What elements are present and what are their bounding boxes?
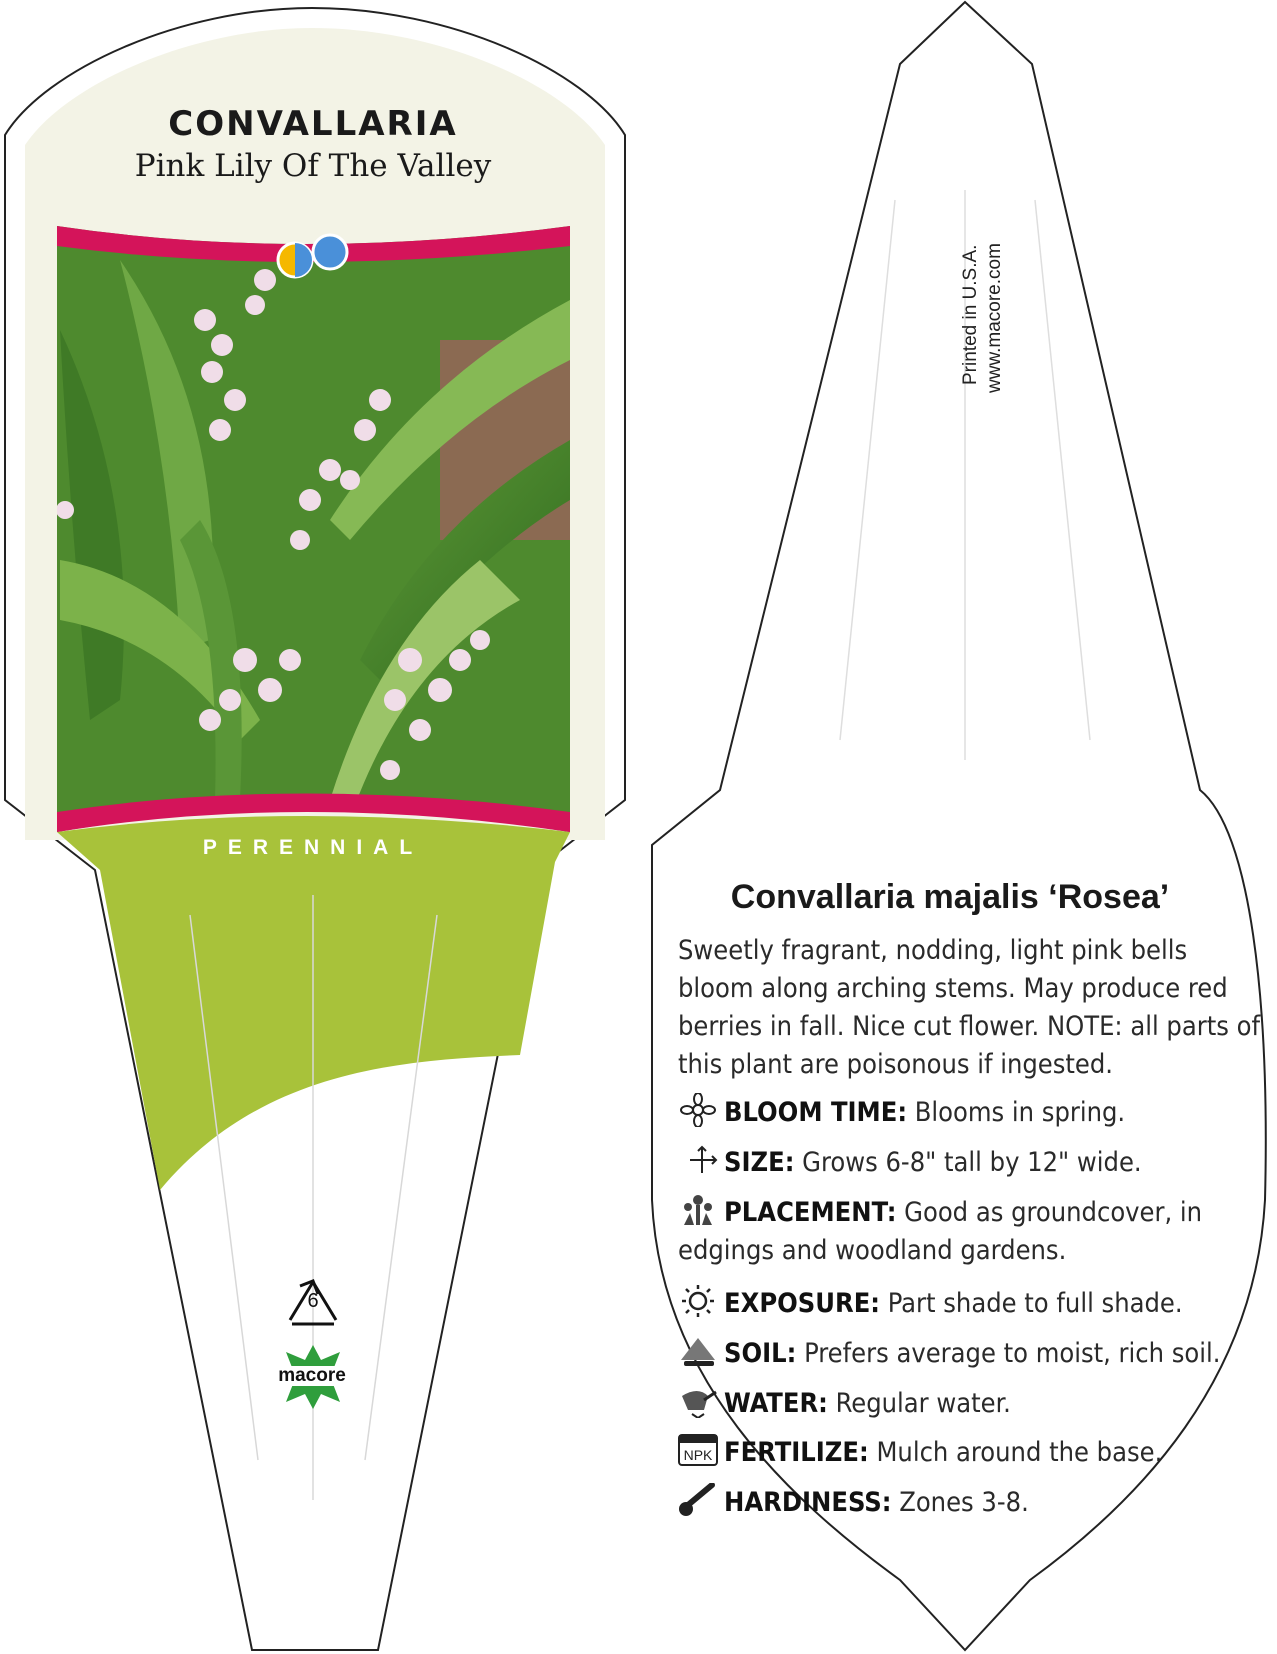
soil-value: Prefers average to moist, rich soil. [804,1338,1221,1369]
water-label: WATER: [724,1388,828,1419]
size-arrows-icon [678,1143,718,1177]
attribute-hardiness [678,1483,1264,1522]
exposure-label: EXPOSURE: [724,1288,881,1319]
printed-in-text: Printed in U.S.A. [960,244,981,385]
plant-category-label: PERENNIAL [202,836,424,859]
plant-photo [56,220,570,840]
plant-common-name: Pink Lily Of The Valley [134,148,492,184]
scientific-name: Convallaria majalis ‘Rosea’ [730,878,1170,916]
bloom-time-label: BLOOM TIME: [724,1097,908,1128]
exposure-value: Part shade to full shade. [887,1288,1183,1319]
npk-icon-text: NPK [683,1447,713,1463]
print-info [960,205,1005,425]
hardiness-label: HARDINESS: [724,1487,892,1518]
attribute-placement [678,1193,1264,1270]
placement-value: Good as groundcover, in edgings and woodland gardens. [678,1197,1203,1266]
soil-label: SOIL: [724,1338,797,1369]
attribute-water [678,1384,1264,1423]
attribute-fertilize [678,1433,1264,1472]
placement-label: PLACEMENT: [724,1197,897,1228]
hardiness-value: Zones 3-8. [899,1487,1029,1518]
attribute-soil [678,1334,1264,1373]
size-label: SIZE: [724,1147,795,1178]
thermometer-icon [678,1483,718,1517]
attribute-exposure [678,1284,1264,1323]
plant-description: Sweetly fragrant, nodding, light pink bells bloom along arching stems. May produce red berries in fall. Nice cut flower. NOTE: all parts of this plant are poisonous if ingested. [678,935,1261,1080]
plant-genus-title: CONVALLARIA [168,104,458,144]
size-value: Grows 6-8" tall by 12" wide. [802,1147,1142,1178]
attribute-bloom-time [678,1093,1264,1132]
sun-icon [678,1284,718,1318]
placement-icon [678,1193,718,1227]
water-value: Regular water. [835,1388,1011,1419]
attribute-size [678,1143,1264,1182]
recycle-code: 6 [307,1290,319,1312]
flower-icon [678,1093,718,1127]
website-text: www.macore.com [984,243,1005,393]
fertilize-label: FERTILIZE: [724,1437,869,1468]
bloom-time-value: Blooms in spring. [914,1097,1126,1128]
npk-icon [678,1433,718,1467]
watering-can-icon [678,1384,718,1418]
brand-name: macore [278,1365,346,1386]
soil-icon [678,1334,718,1368]
fertilize-value: Mulch around the base. [876,1437,1163,1468]
